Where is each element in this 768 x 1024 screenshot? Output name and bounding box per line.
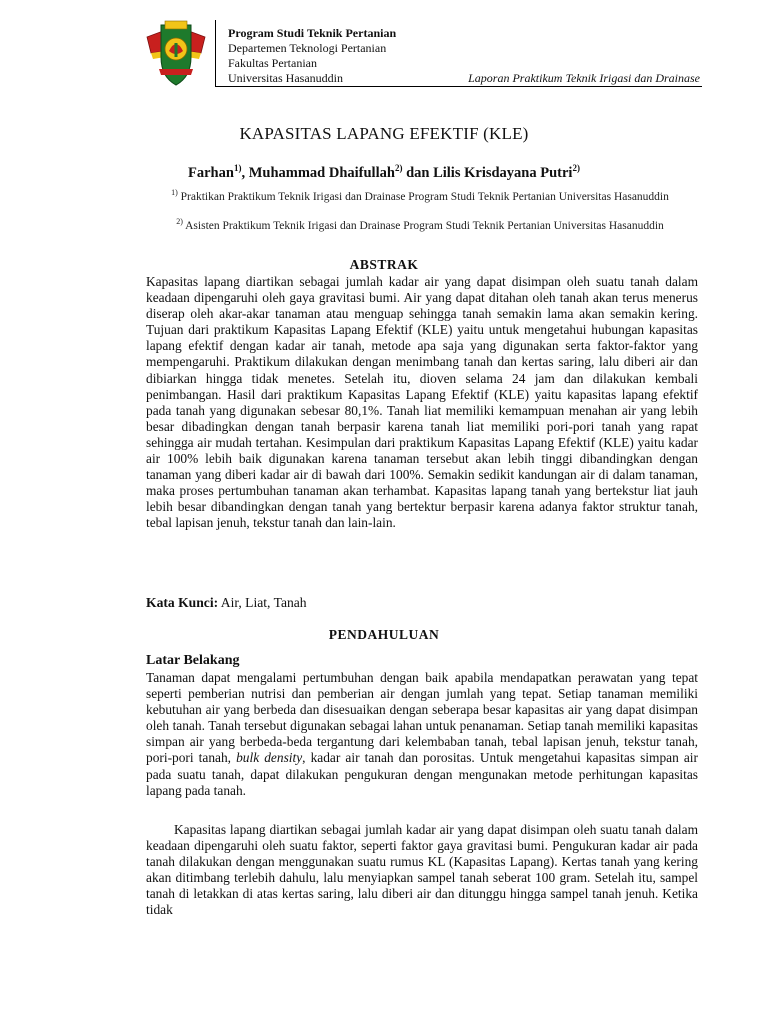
header-institution — [228, 26, 396, 86]
body-paragraph-1 — [146, 670, 698, 799]
author-3: Lilis Krisdayana Putri — [433, 164, 573, 181]
header-horizontal-rule — [215, 86, 702, 87]
paragraph-text: , kadar air tanah dan porositas. Untuk mengetahui kapasitas simpan air pada suatu tanah, dapat dilakukan pengukuran dengan mengunakan metode perhitungan kapasitas lapang pada tanah. — [146, 750, 698, 798]
section-heading-pendahuluan: PENDAHULUAN — [328, 627, 440, 642]
keywords-value: Air, Liat, Tanah — [218, 595, 307, 610]
affiliation-2 — [170, 215, 670, 233]
author-1-affil: 1) — [233, 163, 242, 173]
paragraph-italic-term: bulk density — [236, 750, 303, 766]
author-2-affil: 2) — [394, 163, 403, 173]
subsection-heading: Latar Belakang — [146, 653, 240, 668]
affiliation-marker: 1) — [171, 188, 178, 197]
author-separator: , — [241, 164, 249, 181]
header-vertical-rule — [215, 20, 216, 86]
affiliation-1 — [170, 186, 670, 204]
affiliation-marker: 2) — [176, 217, 183, 226]
author-2: Muhammad Dhaifullah — [248, 164, 395, 181]
header-department: Departemen Teknologi Pertanian — [228, 41, 387, 55]
header-university: Universitas Hasanuddin — [228, 71, 343, 85]
author-3-affil: 2) — [572, 163, 580, 173]
keywords — [146, 595, 307, 611]
keywords-label: Kata Kunci: — [146, 595, 219, 610]
author-list — [0, 163, 768, 182]
body-paragraph-2: Kapasitas lapang diartikan sebagai jumlah kadar air yang dapat disimpan oleh suatu tanah dalam keadaan dipengaruhi oleh suatu faktor, seperti faktor gaya gravitasi bumi. Pengukuran kadar air pada tanah dilakukan dengan menggunakan suatu rumus KL (Kapasitas Lapang). Kertas tanah yang kering akan ditimbang terlebih dahulu, lalu menyiapkan sampel tanah seberat 100 gram. Setelah itu, sampel tanah di letakkan di atas kertas saring, lalu diberi air dan ditunggu hingga sampel tanah jenuh. Ketika tidak — [146, 822, 698, 918]
header-faculty: Fakultas Pertanian — [228, 56, 317, 70]
author-separator: dan — [402, 164, 434, 181]
affiliation-text: Asisten Praktikum Teknik Irigasi dan Drainase Program Studi Teknik Pertanian Universitas Hasanuddin — [182, 219, 664, 232]
university-crest-icon — [145, 17, 207, 87]
header-report-name: Laporan Praktikum Teknik Irigasi dan Drainase — [468, 71, 700, 85]
author-1: Farhan — [188, 164, 234, 181]
paragraph-text: Tanaman dapat mengalami pertumbuhan dengan baik apabila mendapatkan perawatan yang tepat seperti pemberian nutrisi dan pemberian air dengan jumlah yang tepat. Setiap tanaman memiliki kebutuhan air yang berbeda dan disesuaikan dengan seberapa besar kapasitas air yang dapat disimpan oleh tanah. Tanah tersebut digunakan sebagai lahan untuk penanaman. Setiap tanah memiliki kapasitas simpan air yang berbeda-beda tergantung dari kelembaban tanah, tebal lapisan jenuh, tekstur tanah, pori-pori tanah, — [146, 670, 698, 766]
paper-title: KAPASITAS LAPANG EFEKTIF (KLE) — [239, 124, 529, 143]
abstract-heading: ABSTRAK — [349, 257, 419, 272]
header-program: Program Studi Teknik Pertanian — [228, 26, 397, 40]
abstract-text: Kapasitas lapang diartikan sebagai jumlah kadar air yang dapat disimpan oleh suatu tanah dalam keadaan dipengaruhi oleh gaya gravitasi bumi. Air yang dapat ditahan oleh tanah akan terus menerus diserap oleh akar-akar tanaman atau menguap sehingga tanah semakin lama akan semakin kering. Tujuan dari praktikum Kapasitas Lapang Efektif (KLE) yaitu untuk mengetahui hubungan kapasitas lapang efektif dengan kadar air tanah, metode apa saja yang digunakan serta faktor-faktor yang mempengaruhi. Praktikum dilakukan dengan menimbang tanah dan kertas saring, lalu diberi air dan dibiarkan hingga tidak menetes. Setelah itu, dioven selama 24 jam dan dilakukan kembali penimbangan. Hasil dari praktikum Kapasitas Lapang Efektif (KLE) yaitu kapasitas lapang efektif pada tanah yang digunakan sebesar 80,1%. Tanah liat memiliki kemampuan menahan air yang lebih besar dibadingkan dengan tanah berpasir karena tanah liat memiliki pori-pori tanah yang rapat sehingga air mudah tertahan. Kesimpulan dari praktikum Kapasitas Lapang Efektif (KLE) yaitu kadar air 100% lebih baik digunakan karena tanaman tersebut akan lebih tinggi dibandingkan dengan tanaman yang diberi kadar air di bawah dari 100%. Semakin sedikit kandungan air di dalam tanaman, maka proses pertumbuhan tanaman akan terhambat. Kapasitas lapang tanah yang bertekstur liat jauh lebih besar dibandingkan dengan tanah yang bertektur berpasir karena adanya faktor struktur tanah, tebal lapisan jenuh, tekstur tanah dan lain-lain. — [146, 274, 698, 531]
affiliation-text: Praktikan Praktikum Teknik Irigasi dan Drainase Program Studi Teknik Pertanian Universitas Hasanuddin — [177, 190, 669, 203]
